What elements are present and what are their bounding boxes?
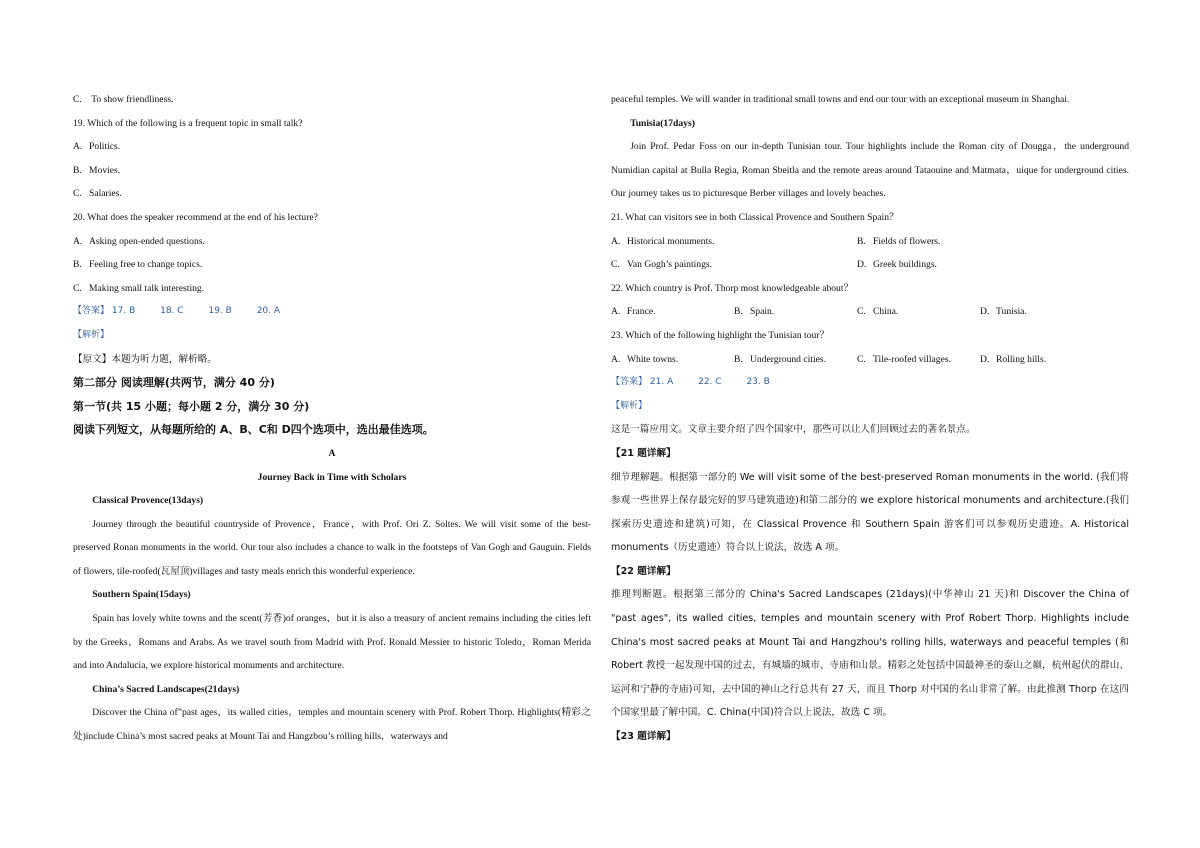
option-letter: C.: [73, 94, 82, 105]
q21-options-row1: [611, 230, 1129, 254]
q23-option-d: [980, 348, 1103, 372]
option-text: Van Gogh’s paintings.: [627, 259, 713, 271]
answer-item: 21. A: [649, 377, 674, 388]
passage-title: Journey Back in Time with Scholars: [257, 471, 407, 483]
option-letter: B.: [73, 164, 82, 176]
q21-options-row2: [611, 253, 1129, 277]
china-paragraph-continued: peaceful temples. We will wander in traditional small towns and end our tour with an exceptional museum in Shanghai.: [611, 94, 1070, 105]
provence-paragraph: Journey through the beautiful countryside of Provence，France，with Prof. Ori Z. Soltes. We will visit some of the best-preserved Ronan monuments in the world. Our tour also includes a chance to walk in the footsteps of Van Gogh and Gauguin. Fields of flowers, tile-roofed(瓦屋顶)villages and tasty meals enrich this wonderful experience.: [73, 518, 591, 577]
china-heading: China’s Sacred Landscapes(21days): [92, 683, 240, 695]
option-text: Asking open-ended questions.: [89, 235, 205, 247]
answer-label: 【答案】: [611, 377, 648, 388]
option-letter: D.: [980, 353, 990, 365]
q22-detail-text: 推理判断题。根据第三部分的 China's Sacred Landscapes (21days)(中华神山 21 天)和 Discover the China of "past ages", its walled cities, temples and mountain scenery with Prof Robert Thorp. Highlights include China's most sacred peaks at Mount Tai and Hangzhou's rolling hills, waterways and peaceful temples (和 Robert 教授一起发现中国的过去，有城墙的城市、寺庙和山景。精彩之处包括中国最神圣的泰山之巅，杭州起伏的群山、运河和宁静的寺庙)可知，去中国的神山之行总共有 27 天，而且 Thorp 对中国的名山非常了解。由此推测 Thorp 在这四个国家里最了解中国。C. China(中国)符合以上说法，故选 C 项。: [611, 589, 1129, 719]
part2-title: 第二部分 阅读理解(共两节，满分 40 分): [73, 376, 275, 390]
option-text: Greek buildings.: [873, 259, 937, 271]
q21-stem: 21. What can visitors see in both Classical Provence and Southern Spain？: [611, 211, 899, 223]
option-letter: A.: [611, 235, 621, 247]
q23-option-a: [611, 348, 734, 372]
q21-option-c: [611, 253, 857, 277]
passage-letter: A: [328, 447, 336, 459]
answer-item: 22. C: [698, 377, 722, 388]
q21-option-a: [611, 230, 857, 254]
q23-detail-heading: 【23 题详解】: [611, 731, 676, 743]
option-text: To show friendliness.: [91, 94, 174, 105]
option-text: Underground cities.: [750, 353, 827, 365]
q21-detail-heading: 【21 题详解】: [611, 447, 676, 459]
q23-options: [611, 348, 1129, 372]
q21-detail-text: 细节理解题。根据第一部分的 We will visit some of the best-preserved Roman monuments in the world. (我们将参观一些世界上保存最完好的罗马建筑遗迹)和第二部分的 we explore historical monuments and architecture.(我们探索历史遗迹和建筑)可知，在 Classical Provence 和 Southern Spain 游客们可以参观历史遗迹。A. Historical monuments（历史遗迹）符合以上说法，故选 A 项。: [611, 471, 1129, 554]
option-text: Fields of flowers.: [873, 235, 941, 247]
option-letter: A.: [611, 353, 621, 365]
instructions: 阅读下列短文，从每题所给的 A、B、C和 D四个选项中，选出最佳选项。: [73, 423, 434, 437]
q23-stem: 23. Which of the following highlight the Tunisian tour？: [611, 329, 830, 341]
option-letter: C.: [857, 306, 866, 318]
q21-option-b: [857, 230, 1103, 254]
answer-item: 18. C: [160, 306, 184, 317]
q20-option-b: [73, 253, 591, 277]
q20-option-a: [73, 230, 591, 254]
option-letter: B.: [734, 306, 743, 318]
answer-item: 20. A: [256, 306, 281, 317]
q19-option-c: [73, 182, 591, 206]
tunisia-heading: Tunisia(17days): [630, 117, 695, 129]
q22-option-d: [980, 300, 1103, 324]
answer-item: 23. B: [746, 377, 770, 388]
answer-line: [611, 371, 1129, 395]
analysis-label: 【解析】: [73, 329, 110, 340]
option-letter: C.: [611, 259, 620, 271]
q22-options: [611, 300, 1129, 324]
left-column: [73, 88, 591, 749]
option-text: Tile-roofed villages.: [873, 353, 951, 365]
tunisia-paragraph: Join Prof. Pedar Foss on our in-depth Tunisian tour. Tour highlights include the Roman city of Dougga，the underground Numidian capital at Bulla Regia, Roman Sbeitla and the remote areas around Tataouine and Matmata，uique for underground cities. Our journey takes us to picturesque Berber villages and lovely beaches.: [611, 141, 1129, 200]
q21-option-d: [857, 253, 1103, 277]
original-text-note: 【原文】本题为听力题，解析略。: [73, 353, 217, 365]
spain-paragraph: Spain has lovely white towns and the scent(芳香)of oranges，but it is also a treasury of ancient remains including the cities left by the Greeks，Romans and Arabs. As we travel south from Madrid with Prof. Ronald Messier to historic Toledo，Roman Merida and into Andalucia, we explore historical monuments and architecture.: [73, 613, 591, 672]
option-text: White towns.: [627, 353, 679, 365]
option-letter: C.: [73, 282, 82, 294]
answer-line: [73, 300, 591, 324]
section1-title: 第一节(共 15 小题；每小题 2 分，满分 30 分): [73, 399, 310, 413]
option-text: China.: [873, 306, 899, 318]
q20-stem: 20. What does the speaker recommend at the end of his lecture?: [73, 211, 318, 223]
option-letter: D.: [980, 306, 990, 318]
right-column: [611, 88, 1129, 749]
analysis-label: 【解析】: [611, 400, 648, 411]
china-paragraph: Discover the China of”past ages，its walled cities，temples and mountain scenery with Prof. Robert Thorp. Highlights(精彩之处)include China’s most sacred peaks at Mount Tai and Hangzbou’s rolling hills，waterways and: [73, 707, 591, 743]
q22-detail-heading: 【22 题详解】: [611, 565, 676, 577]
q20-option-c: [73, 277, 591, 301]
option-text: Historical monuments.: [627, 235, 715, 247]
provence-heading: Classical Provence(13days): [92, 495, 204, 507]
q22-stem: 22. Which country is Prof. Thorp most knowledgeable about？: [611, 282, 854, 294]
option-letter: B.: [857, 235, 866, 247]
option-letter: C.: [73, 188, 82, 200]
option-letter: B.: [73, 259, 82, 271]
answer-item: 19. B: [208, 306, 232, 317]
option-text: Making small talk interesting.: [89, 282, 205, 294]
q19-option-b: [73, 159, 591, 183]
option-letter: A.: [73, 235, 83, 247]
q23-option-c: [857, 348, 980, 372]
option-text: Rolling hills.: [996, 353, 1047, 365]
q22-option-c: [857, 300, 980, 324]
option-letter: C.: [857, 353, 866, 365]
q19-option-a: [73, 135, 591, 159]
option-letter: D.: [857, 259, 867, 271]
option-text: Feeling free to change topics.: [89, 259, 203, 271]
answer-label: 【答案】: [73, 306, 110, 317]
q23-option-b: [734, 348, 857, 372]
q22-option-a: [611, 300, 734, 324]
option-text: Salaries.: [89, 188, 122, 200]
answer-item: 17. B: [111, 306, 136, 317]
option-text: France.: [627, 306, 656, 318]
q18-option-c: [73, 88, 591, 112]
spain-heading: Southern Spain(15days): [92, 589, 191, 601]
option-letter: A.: [611, 306, 621, 318]
option-letter: B.: [734, 353, 743, 365]
option-text: Politics.: [89, 141, 121, 153]
option-text: Movies.: [89, 164, 121, 176]
q22-option-b: [734, 300, 857, 324]
summary-text: 这是一篇应用文。文章主要介绍了四个国家中，那些可以让人们回顾过去的著名景点。: [611, 424, 976, 436]
option-text: Spain.: [750, 306, 775, 318]
q19-stem: 19. Which of the following is a frequent topic in small talk?: [73, 117, 303, 129]
option-letter: A.: [73, 141, 83, 153]
option-text: Tunisia.: [996, 306, 1027, 318]
